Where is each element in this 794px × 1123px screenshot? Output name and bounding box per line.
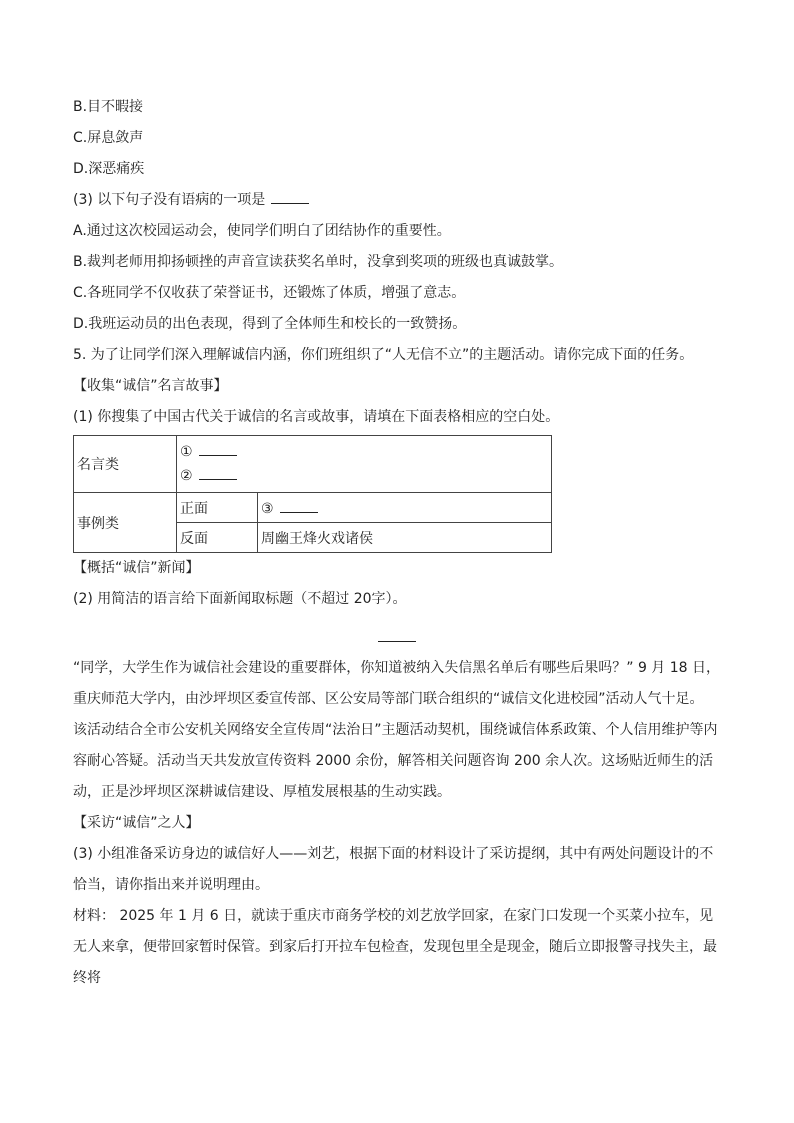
answer-blank-2[interactable] [199,465,237,480]
sub-question-3-text: (3) 以下句子没有语病的一项是 [73,192,266,208]
sentence-option-a: A.通过这次校园运动会，使同学们明白了团结协作的重要性。 [73,223,451,239]
answer-blank-1[interactable] [199,441,237,456]
answer-blank[interactable] [271,189,309,204]
table-cell-quotes: ① ② [177,436,552,493]
question-5-stem: 5. 为了让同学们深入理解诚信内涵，你们班组织了“人无信不立”的主题活动。请你完成下面的任务。 [73,347,694,363]
section-heading-collect: 【收集“诚信”名言故事】 [73,378,228,394]
table-row [74,436,552,493]
document-page [73,92,723,994]
sentence-option-b: B.裁判老师用抑扬顿挫的声音宣读获奖名单时，没拿到奖项的班级也真诚鼓掌。 [73,254,564,270]
table-cell-positive: 正面 [177,493,258,523]
answer-blank-3[interactable] [280,498,318,513]
news-paragraph-2: 该活动结合全市公安机关网络安全宣传周“法治日”主题活动契机，围绕诚信体系政策、个人信用维护等内容耐心答疑。活动当天共发放宣传资料 2000 余份，解答相关问题咨询 200 余人次。这场贴近师生的活动，正是沙坪坝区深耕诚信建设、厚植发展根基的生动实践。 [73,722,718,800]
table-cell-negative: 反面 [177,523,258,553]
option-b: B.目不暇接 [73,99,144,115]
table-cell-negative-example: 周幽王烽火戏诸侯 [258,523,552,553]
section-heading-interview: 【采访“诚信”之人】 [73,815,200,831]
news-paragraph-1: “同学，大学生作为诚信社会建设的重要群体，你知道被纳入失信黑名单后有哪些后果吗？” 9 月 18 日，重庆师范大学内，由沙坪坝区委宣传部、区公安局等部门联合组织的“诚信文化进校园”活动人气十足。 [73,660,721,707]
sub-question-1: (1) 你搜集了中国古代关于诚信的名言或故事，请填在下面表格相应的空白处。 [73,409,560,425]
sentence-option-c: C.各班同学不仅收获了荣誉证书，还锻炼了体质，增强了意志。 [73,285,466,301]
news-title-blank[interactable] [73,615,723,653]
option-d: D.深恶痛疾 [73,161,145,177]
section-heading-news: 【概括“诚信”新闻】 [73,560,200,576]
table-row [74,493,552,523]
sub-question-2: (2) 用简洁的语言给下面新闻取标题（不超过 20字）。 [73,591,407,607]
answer-table [73,435,552,553]
material-text: 材料： 2025 年 1 月 6 日，就读于重庆市商务学校的刘艺放学回家，在家门口发现一个买菜小拉车，见无人来拿，便带回家暂时保管。到家后打开拉车包检查，发现包里全是现金，随后立即报警寻找失主，最终将 [73,908,717,986]
table-cell-quotes-label: 名言类 [74,436,177,493]
table-cell-examples-label: 事例类 [74,493,177,553]
sub-question-3-stem [73,185,723,216]
sub-question-3: (3) 小组准备采访身边的诚信好人——刘艺，根据下面的材料设计了采访提纲，其中有两处问题设计的不恰当，请你指出来并说明理由。 [73,846,714,893]
table-cell-positive-answer: ③ [258,493,552,523]
option-c: C.屏息敛声 [73,130,144,146]
sentence-option-d: D.我班运动员的出色表现，得到了全体师生和校长的一致赞扬。 [73,316,467,332]
